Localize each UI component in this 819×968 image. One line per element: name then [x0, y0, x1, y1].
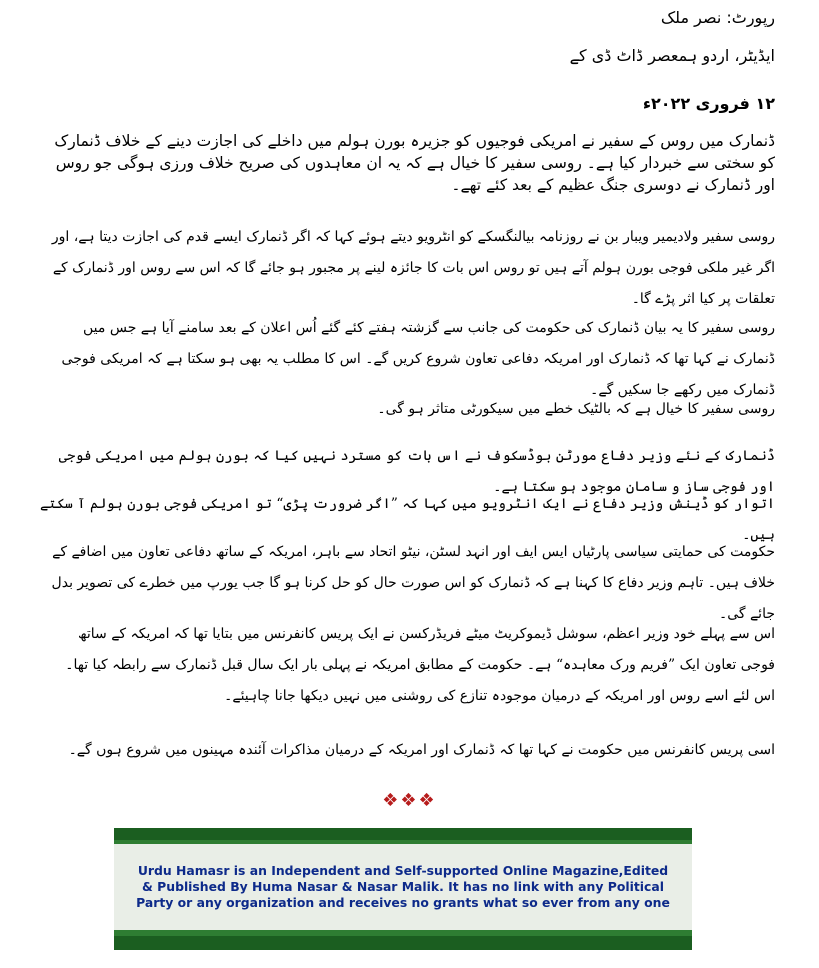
body-paragraph-1: روسی سفیر ولادیمیر ویبار بن نے روزنامہ بیالنگسکے کو انٹرویو دیتے ہوئے کہا کہ اگر ڈنمارک ایسے قدم کی اجازت دیتا ہے، اور اگر غیر ملکی فوجی بورن ہولم آتے ہیں تو روس اس بات کا جائزہ لینے پر مجبور ہو جائے گا کہ اس سے روس اور ڈنمارک کے تعلقات پر کیا اثر پڑے گا۔ — [51, 229, 775, 307]
body-paragraph-5: اتوار کو ڈینش وزیر دفاع نے ایک انٹرویو میں کہا کہ ”اگر ضرورت پڑی“ تو امریکی فوجی بورن ہولم آ سکتے ہیں۔ — [40, 496, 775, 543]
body-paragraph-3: روسی سفیر کا خیال ہے کہ بالٹیک خطے میں سیکورٹی متاثر ہو گی۔ — [377, 401, 775, 417]
footer-inner-panel — [114, 844, 692, 930]
article-date: ۱۲ فروری ۲۰۲۲ء — [642, 94, 775, 113]
ornament-divider-icon: ❖❖❖ — [382, 790, 437, 811]
editor-line: ایڈیٹر، اردو ہمعصر ڈاٹ ڈی کے — [569, 46, 775, 65]
footer-bottom-band — [114, 936, 692, 950]
body-paragraph-4: ڈنمارک کے نئے وزیر دفاع مورٹن بوڈسکوف نے اس بات کو مسترد نہیں کیا کہ بورن ہولم میں امریکی فوجی اور فوجی ساز و سامان موجود ہو سکتا ہے۔ — [58, 448, 775, 495]
body-paragraph-8: اسی پریس کانفرنس میں حکومت نے کہا تھا کہ ڈنمارک اور امریکہ کے درمیان مذاکرات آئندہ مہینوں میں شروع ہوں گے۔ — [68, 742, 775, 758]
body-paragraph-2: روسی سفیر کا یہ بیان ڈنمارک کی حکومت کی جانب سے گزشتہ ہفتے کئے گئے اُس اعلان کے بعد سامنے آیا ہے جس میں ڈنمارک نے کہا تھا کہ ڈنمارک اور امریکہ دفاعی تعاون شروع کریں گے۔ اس کا مطلب یہ بھی ہو سکتا ہے کہ امریکی فوجی ڈنمارک میں رکھے جا سکیں گے۔ — [61, 320, 775, 398]
lead-paragraph: ڈنمارک میں روس کے سفیر نے امریکی فوجیوں کو جزیرہ بورن ہولم میں داخلے کی اجازت دینے کے خلاف ڈنمارک کو سختی سے خبردار کیا ہے۔ روسی سفیر کا خیال ہے کہ یہ ان معاہدوں کی صریح خلاف ورزی ہوگی جو روس اور ڈنمارک نے دوسری جنگ عظیم کے بعد کئے تھے۔ — [54, 132, 775, 194]
footer-disclaimer: Urdu Hamasr is an Independent and Self-supported Online Magazine,Edited & Published By Huma Nasar & Nasar Malik. It has no link with any Political Party or any organization and receives no grants what so ever from any one — [136, 863, 670, 910]
reporter-line: رپورٹ: نصر ملک — [660, 8, 775, 27]
footer-top-band — [114, 828, 692, 840]
body-paragraph-7: اس سے پہلے خود وزیر اعظم، سوشل ڈیموکریٹ میٹے فریڈرکسن نے ایک پریس کانفرنس میں بتایا تھا کہ امریکہ کے ساتھ فوجی تعاون ایک ”فریم ورک معاہدہ“ ہے۔ حکومت کے مطابق امریکہ نے پہلی بار ایک سال قبل ڈنمارک سے رابطہ کیا تھا۔ اس لئے اسے روس اور امریکہ کے درمیان موجودہ تنازع کی روشنی میں نہیں دیکھا جانا چاہیئے۔ — [65, 626, 775, 704]
body-paragraph-6: حکومت کی حمایتی سیاسی پارٹیاں ایس ایف اور انہد لسٹن، نیٹو اتحاد سے باہر، امریکہ کے ساتھ دفاعی تعاون میں اضافے کے خلاف ہیں۔ تاہم وزیر دفاع کا کہنا ہے کہ ڈنمارک کو اس صورت حال کو حل کرنا ہو گا جب یورپ میں خطرے کی تصویر بدل جائے گی۔ — [51, 544, 775, 622]
footer-banner — [114, 828, 692, 950]
